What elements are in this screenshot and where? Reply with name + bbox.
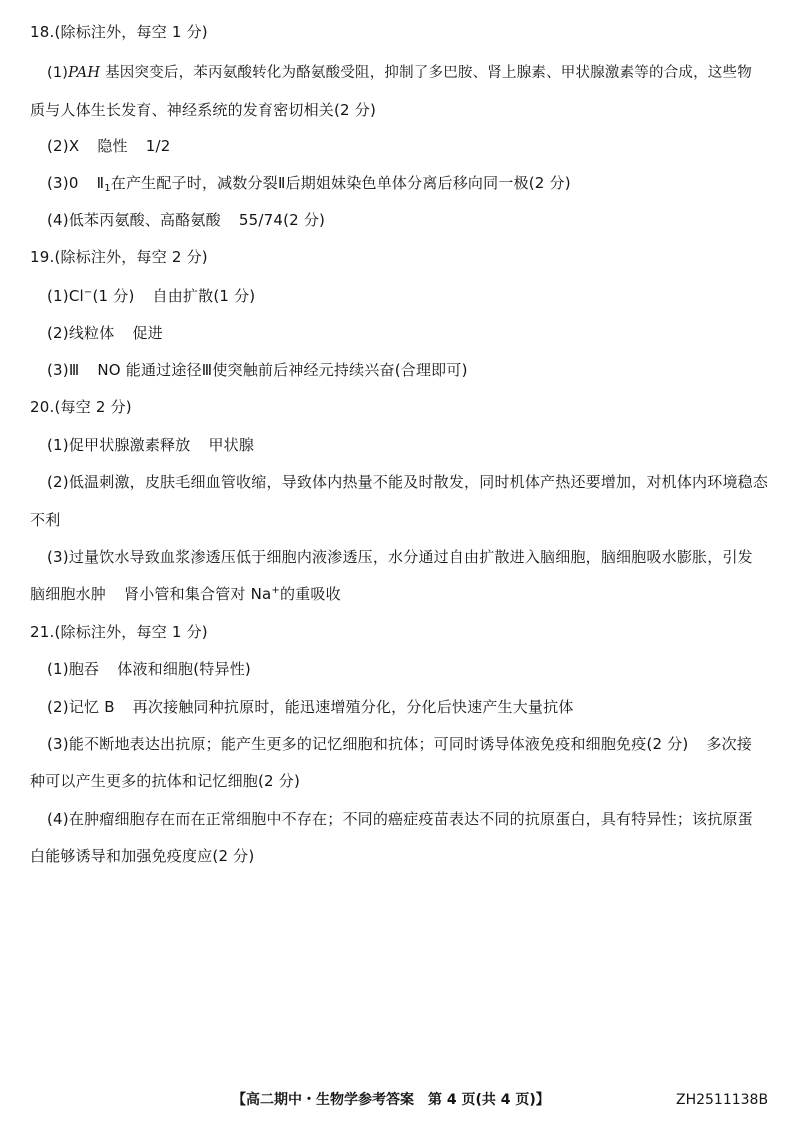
q19-part3-b: NO 能通过途径Ⅲ使突触前后神经元持续兴奋(合理即可) <box>97 361 468 379</box>
q18-part3-text: 在产生配子时，减数分裂Ⅱ后期姐妹染色单体分离后移向同一极(2 分) <box>110 174 571 192</box>
q21-part1-a: (1)胞吞 <box>47 660 100 678</box>
q21-header: 21.(除标注外，每空 1 分) <box>30 623 208 641</box>
q18-part4-b: 55/74(2 分) <box>238 211 326 229</box>
q18-part3 <box>47 173 571 193</box>
q20-part3-line1: (3)过量饮水导致血浆渗透压低于细胞内液渗透压，水分通过自由扩散进入脑细胞，脑细胞吸水膨胀，引发 <box>47 548 753 566</box>
q18-part2-c: 1/2 <box>145 137 171 155</box>
q20-part3-superscript: + <box>271 585 280 596</box>
q19-part2-b: 促进 <box>132 324 163 342</box>
q21-part4-line1: (4)在肿瘤细胞存在而在正常细胞中不存在；不同的癌症疫苗表达不同的抗原蛋白，具有特异性；该抗原蛋 <box>47 810 753 828</box>
q18-part2 <box>47 136 170 156</box>
q20-part3-line2 <box>30 584 341 604</box>
q18-part3-subscript: 1 <box>104 183 111 194</box>
footer-page-info: 【高二期中・生物学参考答案 第 4 页(共 4 页)】 <box>232 1092 550 1108</box>
q20-header: 20.(每空 2 分) <box>30 398 132 416</box>
q20-part3-line2-b: 肾小管和集合管对 Na <box>124 585 272 603</box>
q20-part2-line2: 不利 <box>30 511 61 529</box>
q19-part2-a: (2)线粒体 <box>47 324 115 342</box>
q21-part3-line2: 种可以产生更多的抗体和记忆细胞(2 分) <box>30 772 301 790</box>
q19-part3-a: (3)Ⅲ <box>47 361 80 379</box>
q21-part3-line1-b: 多次接 <box>706 735 753 753</box>
q21-part3-line1 <box>47 734 752 754</box>
q20-part1-a: (1)促甲状腺激素释放 <box>47 436 191 454</box>
q19-part1-superscript: − <box>83 287 93 298</box>
q19-part1-c: 自由扩散(1 分) <box>152 287 256 305</box>
footer-document-code: ZH2511138B <box>676 1092 769 1108</box>
q19-part2 <box>47 323 163 343</box>
q18-part1-prefix: (1) <box>47 65 69 81</box>
q19-part1 <box>47 286 255 306</box>
q18-part3-symbol: Ⅱ <box>96 174 105 192</box>
q19-part1-a: (1)Cl <box>47 287 84 305</box>
q18-part4-a: (4)低苯丙氨酸、高酪氨酸 <box>47 211 221 229</box>
q21-part4-line2: 白能够诱导和加强免疫度应(2 分) <box>30 847 255 865</box>
q18-part2-b: 隐性 <box>97 137 128 155</box>
q20-part1 <box>47 435 254 455</box>
q18-header: 18.(除标注外，每空 1 分) <box>30 23 208 41</box>
q18-part3-a: (3)0 <box>47 174 79 192</box>
q21-part1-b: 体液和细胞(特异性) <box>117 660 251 678</box>
q20-part2-line1: (2)低温刺激，皮肤毛细血管收缩，导致体内热量不能及时散发，同时机体产热还要增加，对机体内环境稳态 <box>47 473 769 491</box>
q21-part3-line1-a: (3)能不断地表达出抗原；能产生更多的记忆细胞和抗体；可同时诱导体液免疫和细胞免疫(2 分) <box>47 735 689 753</box>
q18-part1-line2: 质与人体生长发育、神经系统的发育密切相关(2 分) <box>30 101 377 119</box>
q18-part1-line1 <box>47 63 752 83</box>
q20-part3-line2-a: 脑细胞水肿 <box>30 585 107 603</box>
q21-part2 <box>47 697 574 717</box>
q19-part1-b: (1 分) <box>92 287 135 305</box>
q20-part3-line2-c: 的重吸收 <box>280 585 341 603</box>
q21-part1 <box>47 659 251 679</box>
q21-part2-a: (2)记忆 B <box>47 698 115 716</box>
q18-gene-name: PAH <box>68 65 101 81</box>
q18-part2-a: (2)X <box>47 137 80 155</box>
q18-part1-text: 基因突变后，苯丙氨酸转化为酪氨酸受阻，抑制了多巴胺、肾上腺素、甲状腺激素等的合成，这些物 <box>100 65 752 81</box>
q21-part2-b: 再次接触同种抗原时，能迅速增殖分化，分化后快速产生大量抗体 <box>132 698 574 716</box>
q20-part1-b: 甲状腺 <box>208 436 255 454</box>
q18-part4 <box>47 210 325 230</box>
q19-header: 19.(除标注外，每空 2 分) <box>30 248 208 266</box>
q19-part3 <box>47 360 468 380</box>
